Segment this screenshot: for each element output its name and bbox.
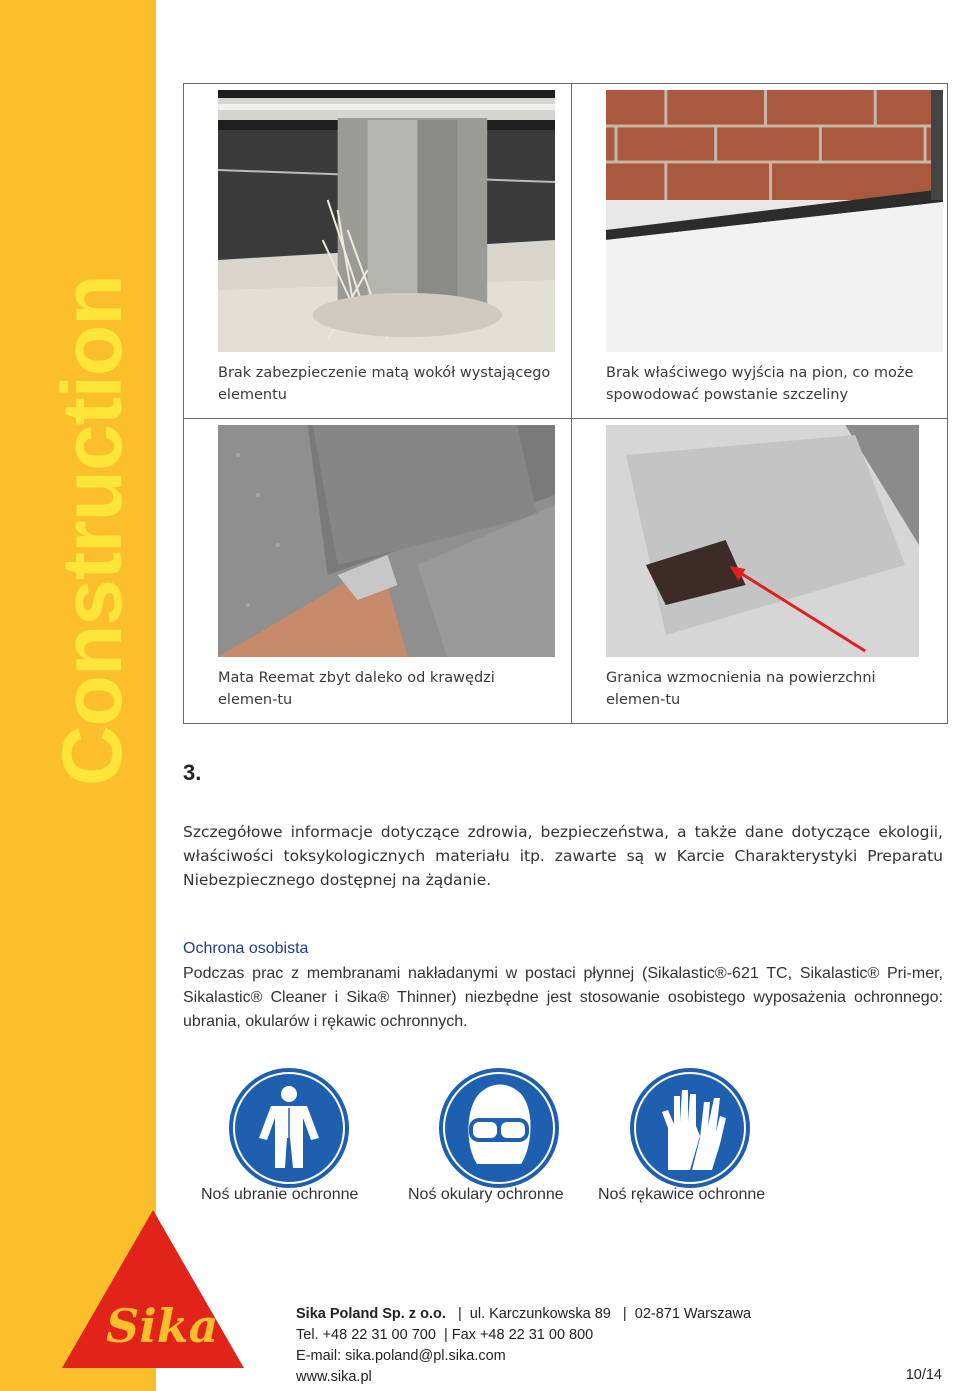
photo-cell: [184, 419, 572, 724]
company-phone: Tel. +48 22 31 00 700: [296, 1327, 436, 1343]
company-fax: Fax +48 22 31 00 800: [451, 1327, 594, 1343]
section-number: 3.: [183, 760, 202, 785]
safety-info-paragraph: Szczegółowe informacje dotyczące zdrowia, bezpieczeństwa, a także dane dotyczące ekologii, właściwości toksykologicznych materiału itp. zawarte są w Karcie Charakterystyki Preparatu Niebezpiecznego dostępnej na żądanie.: [183, 823, 943, 889]
company-website[interactable]: www.sika.pl: [296, 1369, 372, 1385]
photo-pipe-without-mat: [218, 90, 555, 352]
doc-number: Nr: 850 915 07: [849, 4, 942, 20]
doc-date: Data: 09/2012: [854, 44, 942, 60]
sika-logo: [62, 1210, 244, 1368]
photo-caption: Mata Reemat zbyt daleko od krawędzi elemen-tu: [218, 670, 495, 708]
logo-text: Sika: [106, 1299, 219, 1353]
company-city: 02-871 Warszawa: [634, 1306, 752, 1322]
photo-mat-too-far: [218, 425, 555, 657]
footer-line-1: Sika Poland Sp. z o.o. | ul. Karczunkowska 89 | 02-871 Warszawa: [296, 1306, 752, 1322]
protection-heading: Ochrona osobista: [183, 940, 309, 957]
logo-registered-mark: ®: [222, 1317, 234, 1334]
photo-caption: Granica wzmocnienia na powierzchni elemen-tu: [606, 670, 876, 708]
sidebar-title: Construction: [45, 275, 139, 786]
photo-cell: [184, 84, 572, 419]
protective-goggles-icon: [437, 1066, 561, 1190]
photo-cell: [572, 419, 948, 724]
doc-author: Autor: GBa/SBu: [842, 24, 942, 40]
sidebar-band: [0, 0, 156, 1391]
protective-clothing-icon: [227, 1066, 351, 1190]
sign-label-clothing: Noś ubranie ochronne: [201, 1186, 359, 1203]
page-number: 10/14: [905, 1367, 942, 1383]
sign-label-gloves: Noś rękawice ochronne: [598, 1186, 766, 1203]
photo-caption: Brak właściwego wyjścia na pion, co może spowodować powstanie szczeliny: [606, 365, 914, 403]
company-address: ul. Karczunkowska 89: [469, 1306, 611, 1322]
company-name: Sika Poland Sp. z o.o.: [296, 1306, 446, 1322]
company-email[interactable]: E-mail: sika.poland@pl.sika.com: [296, 1348, 506, 1364]
document-header: [842, 2, 942, 62]
sign-label-goggles: Noś okulary ochronne: [408, 1186, 564, 1203]
photo-reinforcement-boundary: [606, 425, 919, 657]
photo-cell: [572, 84, 948, 419]
protective-gloves-icon: [628, 1066, 752, 1190]
photo-caption: Brak zabezpieczenie matą wokół wystającego elementu: [218, 365, 551, 403]
photo-wall-transition: [606, 90, 943, 352]
footer-line-2: Tel. +48 22 31 00 700 | Fax +48 22 31 00 800: [296, 1327, 594, 1343]
footer-contact: [296, 1304, 751, 1388]
protection-paragraph: Podczas prac z membranami nakładanymi w postaci płynnej (Sikalastic®-621 TC, Sikalastic® Pri-mer, Sikalastic® Cleaner i Sika® Thinner) niezbędne jest stosowanie osobistego wyposażenia ochronnego: ubrania, okularów i rękawic ochronnych.: [183, 965, 943, 1030]
photo-table: [183, 83, 948, 724]
